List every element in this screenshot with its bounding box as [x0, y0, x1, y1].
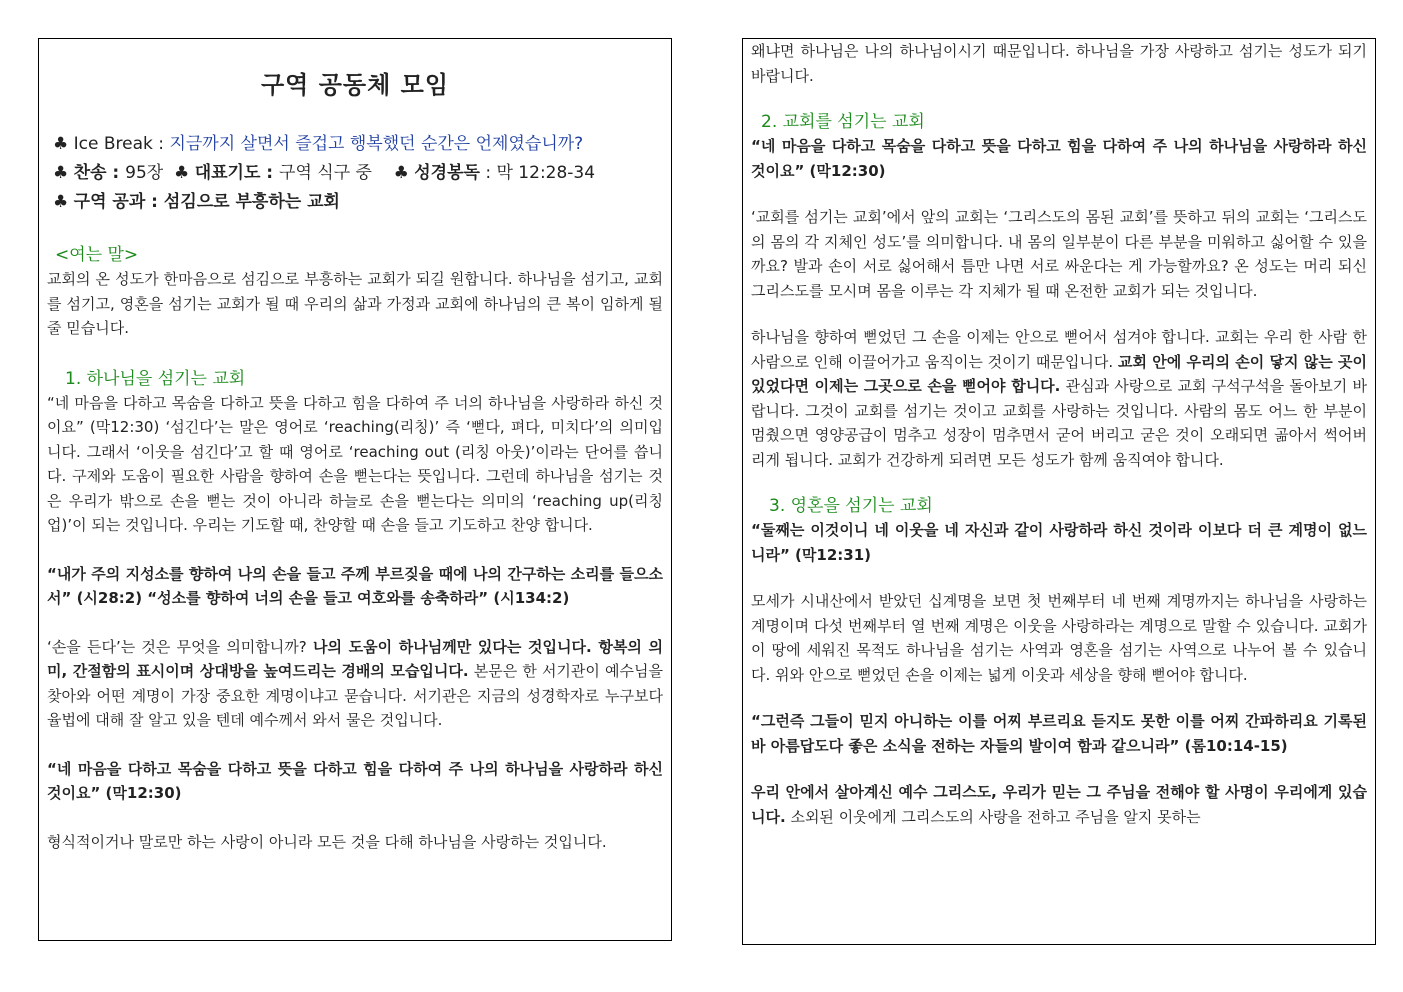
page-title: 구역 공동체 모임	[261, 71, 449, 99]
continued-paragraph: 왜냐면 하나님은 나의 하나님이시기 때문입니다. 하나님을 가장 사랑하고 섬기는 성도가 되기 바랍니다.	[751, 42, 1367, 85]
prayer-label: 대표기도	[194, 163, 261, 183]
ice-break-label: Ice Break	[73, 134, 153, 154]
section-2-paragraph-2: 하나님을 향하여 뻗었던 그 손을 이제는 안으로 뻗어서 섬겨야 합니다. 교회는 우리 한 사람 한 사람으로 인해 이끌어가고 움직이는 것이기 때문입니다. 교회 안에 우리의 손이 닿지 않는 곳이 있었다면 이제는 그곳으로 손을 뻗어야 합니다. 관심과 사랑으로 교회 구석구석을 돌아보기 바랍니다. 그것이 교회를 섬기는 것이고 교회를 사랑하는 것입니다. 사람의 몸도 어느 한 부분이 멈췄으면 영양공급이 멈추고 성장이 멈추면서 굳어 버리고 굳은 것이 오래되면 곪아서 썩어버리게 됩니다. 교회가 건강하게 되려면 모든 성도가 함께 움직여야 합니다.	[751, 328, 1367, 469]
club-icon: ♣	[53, 134, 69, 154]
reading-value: 막 12:28-34	[496, 163, 596, 183]
section-3-heading: 3. 영혼을 섬기는 교회	[769, 496, 933, 516]
section-1-quote-2: “네 마음을 다하고 목숨을 다하고 뜻을 다하고 힘을 다하여 주 나의 하나님을 사랑하라 하신 것이요” (막12:30)	[47, 759, 663, 802]
club-icon: ♣	[53, 163, 69, 183]
ice-break-line: ♣ Ice Break : 지금까지 살면서 즐겁고 행복했던 순간은 언제였습니까?	[53, 134, 584, 154]
order-line: ♣ 찬송 : 95장 ♣ 대표기도 : 구역 식구 중 ♣ 성경봉독 : 막 12:28-34	[53, 163, 596, 183]
reading-label: 성경봉독	[414, 163, 480, 183]
intro-heading: <여는 말>	[55, 245, 139, 265]
lesson-line: ♣ 구역 공과 : 섬김으로 부흥하는 교회	[53, 192, 340, 212]
section-1-heading: 1. 하나님을 섬기는 교회	[65, 368, 246, 389]
intro-text: 교회의 온 성도가 한마음으로 섬김으로 부흥하는 교회가 되길 원합니다. 하나님을 섬기고, 교회를 섬기고, 영혼을 섬기는 교회가 될 때 우리의 삶과 가정과 교회에 하나님의 큰 복이 임하게 될 줄 믿습니다.	[47, 270, 663, 337]
club-icon: ♣	[393, 163, 409, 183]
lesson-label: 구역 공과	[73, 192, 146, 212]
right-page	[742, 38, 1376, 945]
section-1-paragraph: “네 마음을 다하고 목숨을 다하고 뜻을 다하고 힘을 다하여 주 너의 하나님을 사랑하라 하신 것이요” (막12:30) ‘섬긴다’는 말은 영어로 ‘reaching(리칭)’ 즉 ‘뻗다, 펴다, 미치다’의 의미입니다. 그래서 ‘이웃을 섬긴다’고 할 때 영어로 ‘reaching out (리칭 아웃)’이라는 단어를 씁니다. 구제와 도움이 필요한 사람을 향하여 손을 뻗는다는 뜻입니다. 그런데 하나님을 섬기는 것은 우리가 밖으로 손을 뻗는 것이 아니라 하늘로 손을 뻗는다는 의미의 ‘reaching up(리칭 업)’이 되는 것입니다. 우리는 기도할 때, 찬양할 때 손을 들고 기도하고 찬양 합니다.	[47, 393, 663, 534]
meeting-info	[53, 130, 663, 217]
club-icon: ♣	[174, 163, 190, 183]
section-1-paragraph-2: ‘손을 든다’는 것은 무엇을 의미합니까? 나의 도움이 하나님께만 있다는 것입니다. 항복의 의미, 간절함의 표시이며 상대방을 높여드리는 경배의 모습입니다. 본문은 한 서기관이 예수님을 찾아와 어떤 계명이 가장 중요한 계명이냐고 묻습니다. 서기관은 지금의 성경학자로 누구보다 율법에 대해 잘 알고 있을 텐데 예수께서 와서 물은 것입니다.	[47, 637, 663, 729]
section-1-paragraph-3: 형식적이거나 말로만 하는 사랑이 아니라 모든 것을 다해 하나님을 사랑하는 것입니다.	[47, 832, 607, 851]
left-page	[38, 38, 672, 941]
section-2-paragraph: ‘교회를 섬기는 교회’에서 앞의 교회는 ‘그리스도의 몸된 교회’를 뜻하고 뒤의 교회는 ‘그리스도의 몸의 각 지체인 성도’를 의미합니다. 내 몸의 일부분이 다른 부분을 미워하고 싫어할 수 있을까요? 발과 손이 서로 싫어해서 틈만 나면 서로 싸운다는 게 가능할까요? 온 성도는 머리 되신 그리스도를 모시며 몸을 이루는 각 지체가 될 때 온전한 교회가 되는 것입니다.	[751, 208, 1367, 300]
section-3-paragraph-2: 우리 안에서 살아계신 예수 그리스도, 우리가 믿는 그 주님을 전해야 할 사명이 우리에게 있습니다. 소외된 이웃에게 그리스도의 사랑을 전하고 주님을 알지 못하는	[751, 783, 1367, 826]
lesson-value: 섬김으로 부흥하는 교회	[163, 192, 340, 212]
hymn-label: 찬송	[73, 163, 107, 183]
section-3-quote-2: “그런즉 그들이 믿지 아니하는 이를 어찌 부르리요 듣지도 못한 이를 어찌 간파하리요 기록된 바 아름답도다 좋은 소식을 전하는 자들의 발이여 함과 같으니라” (롬10:14-15)	[751, 712, 1367, 755]
section-3-paragraph: 모세가 시내산에서 받았던 십계명을 보면 첫 번째부터 네 번째 계명까지는 하나님을 사랑하는 계명이며 다섯 번째부터 열 번째 계명은 이웃을 사랑하라는 계명으로 말할 수 있습니다. 교회가 이 땅에 세워진 목적도 하나님을 섬기는 사역과 영혼을 섬기는 사역으로 나누어 볼 수 있습니다. 위와 안으로 뻗었던 손을 이제는 넓게 이웃과 세상을 향해 뻗어야 합니다.	[751, 592, 1367, 684]
section-2-heading: 2. 교회를 섬기는 교회	[761, 112, 925, 132]
club-icon: ♣	[53, 192, 69, 212]
ice-break-question: 지금까지 살면서 즐겁고 행복했던 순간은 언제였습니까?	[169, 134, 584, 154]
hymn-value: 95장	[125, 163, 164, 183]
section-2-quote: “네 마음을 다하고 목숨을 다하고 뜻을 다하고 힘을 다하여 주 나의 하나님을 사랑하라 하신 것이요” (막12:30)	[751, 137, 1367, 180]
section-1-quote: “내가 주의 지성소를 향하여 나의 손을 들고 주께 부르짖을 때에 나의 간구하는 소리를 들으소서” (시28:2) “성소를 향하여 너의 손을 들고 여호와를 송축하라” (시134:2)	[47, 564, 663, 607]
section-3-quote: “둘째는 이것이니 네 이웃을 네 자신과 같이 사랑하라 하신 것이라 이보다 더 큰 계명이 없느니라” (막12:31)	[751, 521, 1367, 564]
prayer-value: 구역 식구 중	[279, 163, 372, 183]
